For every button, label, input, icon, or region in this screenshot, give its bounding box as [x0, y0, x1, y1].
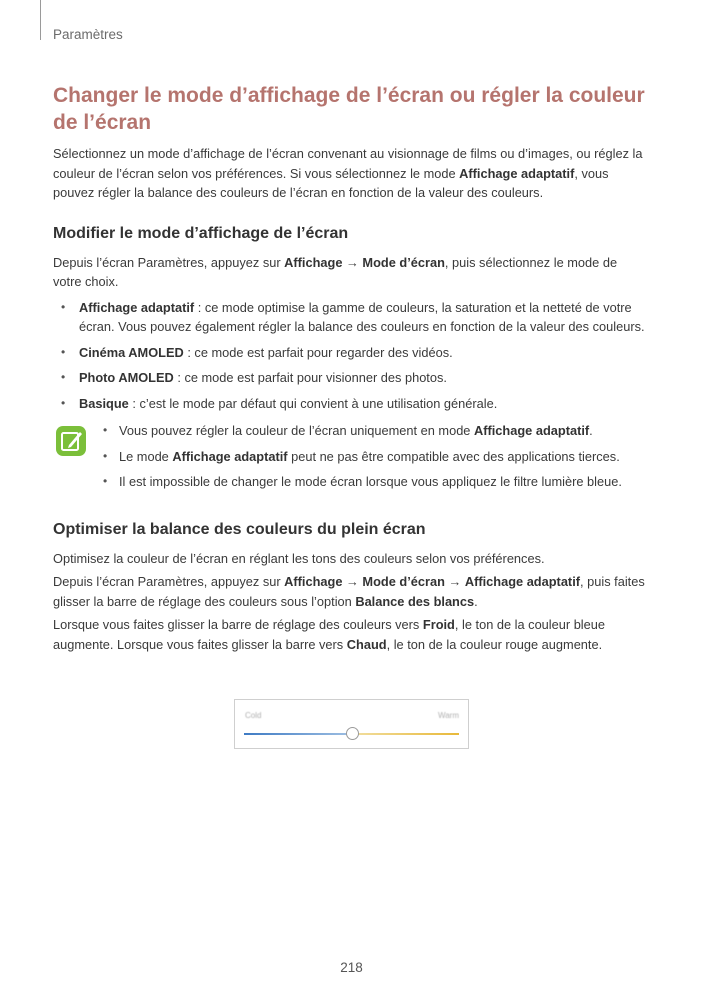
list-item: • Photo AMOLED : ce mode est parfait pour visionner des photos. [53, 368, 648, 388]
bullet-dot: • [61, 370, 66, 384]
note-list [53, 421, 648, 492]
note-box [53, 421, 648, 492]
list-item: • Affichage adaptatif : ce mode optimise la gamme de couleurs, la saturation et la netteté de votre écran. Vous pouvez également régler la balance des couleurs en fonction de la valeur des couleurs. [61, 299, 645, 334]
list-item: • Vous pouvez régler la couleur de l’écran uniquement en mode Affichage adaptatif. [101, 421, 648, 441]
page-number: 218 [340, 960, 363, 975]
bullet-dot: • [61, 395, 66, 410]
bullet-dot: • [103, 448, 108, 463]
list-item: • Cinéma AMOLED : ce mode est parfait pour regarder des vidéos. [53, 343, 648, 363]
section-heading-white-balance: Optimiser la balance des couleurs du plein écran [53, 520, 426, 538]
main-content [53, 82, 648, 654]
slider-track-cold [244, 733, 352, 735]
white-balance-explanation: Lorsque vous faites glisser la barre de réglage des couleurs vers Froid, le ton de la couleur bleue augmente. Lorsque vous faites glisser la barre vers Chaud, le ton de la couleur rouge augmente. [53, 617, 606, 652]
list-item: • Il est impossible de changer le mode écran lorsque vous appliquez le filtre lumière bleue. [101, 472, 648, 492]
white-balance-instruction: Depuis l’écran Paramètres, appuyez sur Affichage → Mode d’écran → Affichage adaptatif, puis faites glisser la barre de réglage des couleurs sous l’option Balance des blancs. [53, 574, 645, 609]
bullet-dot: • [103, 423, 108, 437]
bullet-dot: • [61, 344, 66, 359]
list-item: • Basique : c’est le mode par défaut qui convient à une utilisation générale. [53, 394, 648, 414]
margin-rule [40, 0, 41, 40]
intro-paragraph: Sélectionnez un mode d’affichage de l’écran convenant au visionnage de films ou d’images, ou réglez la couleur de l’écran selon vos préférences. Si vous sélectionnez le mode Affichage adaptatif, vous pouvez régler la balance des couleurs de l’écran en fonction de la valeur des couleurs. [53, 146, 643, 200]
white-balance-slider-illustration [234, 699, 469, 749]
page-title: Changer le mode d’affichage de l’écran ou régler la couleur de l’écran [53, 84, 645, 134]
bullet-dot: • [61, 299, 66, 314]
display-mode-instruction: Depuis l’écran Paramètres, appuyez sur Affichage → Mode d’écran, puis sélectionnez le mode de votre choix. [53, 254, 618, 289]
display-mode-list [53, 298, 648, 414]
list-item: • Le mode Affichage adaptatif peut ne pas être compatible avec des applications tierces. [101, 447, 648, 467]
section-display-mode [53, 224, 648, 492]
note-pen-icon [55, 425, 87, 457]
page-header: Paramètres [53, 27, 123, 42]
slider-track-warm [352, 733, 460, 735]
slider-thumb [346, 727, 359, 740]
section-heading-display-mode: Modifier le mode d’affichage de l’écran [53, 224, 349, 242]
section-white-balance [53, 520, 648, 655]
white-balance-intro: Optimisez la couleur de l’écran en réglant les tons des couleurs selon vos préférences. [53, 550, 545, 566]
slider-label-cold: Cold [245, 711, 262, 720]
slider-label-warm: Warm [437, 711, 459, 720]
bullet-dot: • [103, 474, 108, 488]
